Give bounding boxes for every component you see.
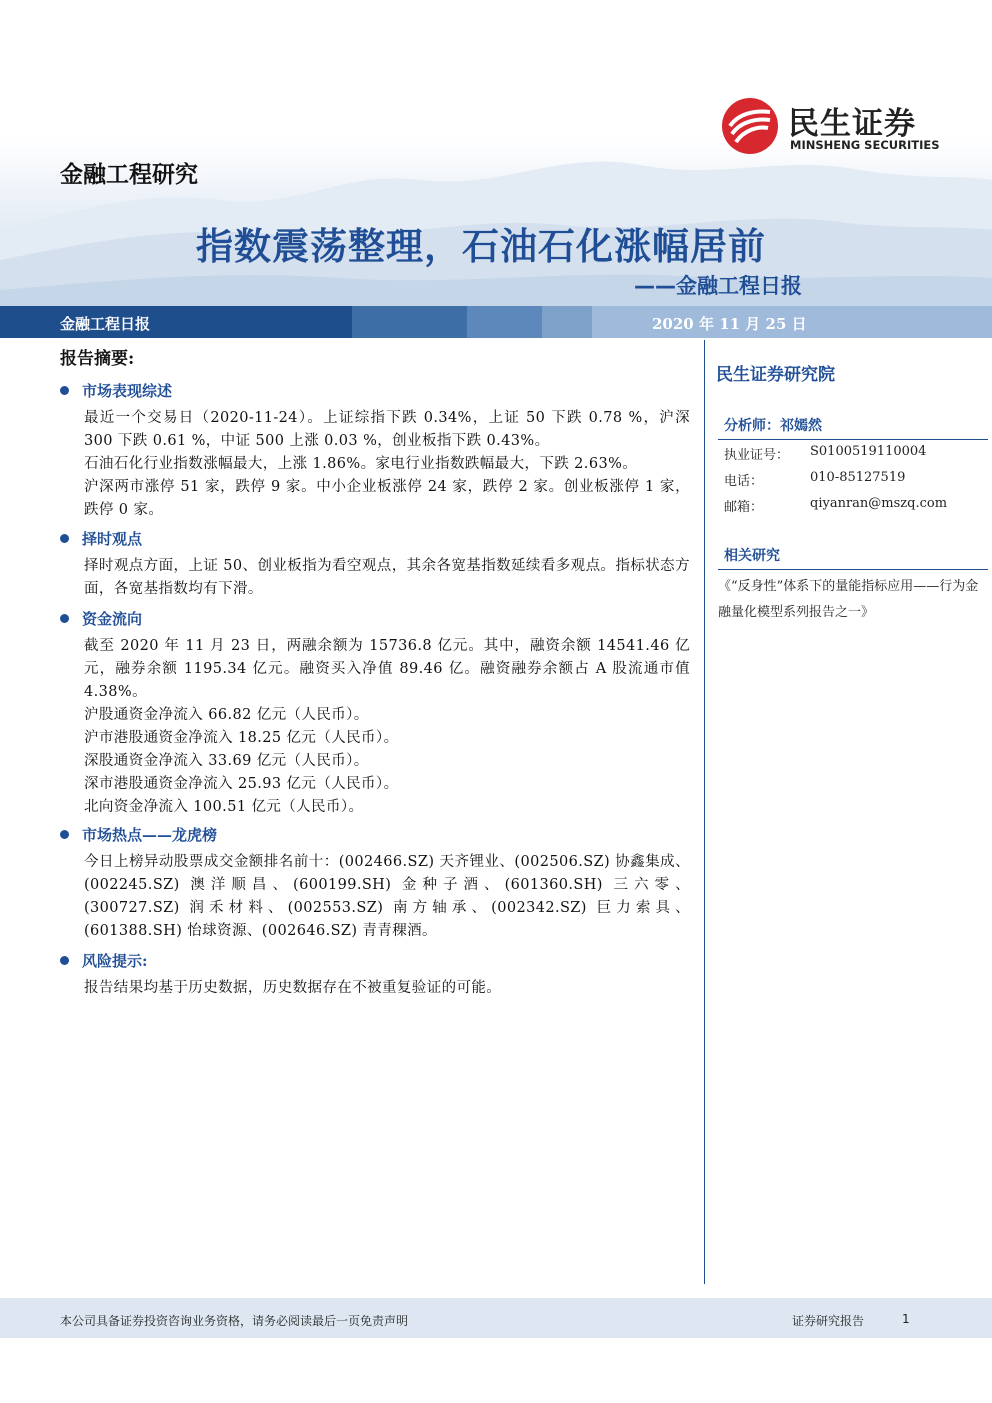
related-research-heading: 相关研究: [718, 545, 988, 570]
logo-name-cn: 民生证券: [788, 106, 916, 142]
section-heading: 市场热点——龙虎榜: [60, 824, 690, 846]
section-body: [84, 407, 690, 522]
series-title: 金融工程研究: [60, 162, 198, 188]
bullet-icon: [60, 386, 69, 395]
paragraph: 深市港股通资金净流入 25.93 亿元（人民币）。: [84, 776, 399, 792]
paragraph: 深股通资金净流入 33.69 亿元（人民币）。: [84, 753, 369, 769]
logo-name-en: MINSHENG SECURITIES: [790, 138, 940, 152]
section-body: [84, 555, 690, 601]
paragraph: 北向资金净流入 100.51 亿元（人民币）。: [84, 799, 364, 815]
paragraph: 今日上榜异动股票成交金额排名前十：(002466.SZ) 天齐锂业、(002506.SZ) 协鑫集成、(002245.SZ) 澳洋顺昌、(600199.SH) 金种子酒、(601360.SH) 三六零、(300727.SZ) 润禾材料、(002553.SZ) 南方轴承、(002342.SZ) 巨力索具、(601388.SH) 怡球资源、(002646.SZ) 青青稞酒。: [84, 854, 690, 939]
paragraph: 报告结果均基于历史数据，历史数据存在不被重复验证的可能。: [84, 980, 502, 996]
related-research-item[interactable]: 《“反身性”体系下的量能指标应用——行为金融量化模型系列报告之一》: [718, 579, 979, 620]
company-logo: [720, 96, 960, 156]
logo-mark-icon: [720, 96, 780, 156]
section-heading: 资金流向: [60, 608, 690, 630]
section-body: [84, 635, 690, 819]
bar-segment: [0, 306, 352, 338]
bullet-icon: [60, 614, 69, 623]
paragraph: 沪股通资金净流入 66.82 亿元（人民币）。: [84, 707, 369, 723]
info-label: 执业证号：: [724, 448, 790, 463]
paragraph: 最近一个交易日（2020-11-24）。上证综指下跌 0.34%，上证 50 下跌 0.78 %，沪深 300 下跌 0.61 %，中证 500 上涨 0.03 %，创业板指下跌 0.43%。: [84, 410, 690, 449]
institute-name: 民生证券研究院: [716, 365, 835, 385]
phone-number: 010-85127519: [810, 470, 906, 485]
section-heading: 择时观点: [60, 528, 690, 550]
section-market-overview: [60, 380, 690, 522]
paragraph: 石油石化行业指数涨幅最大，上涨 1.86%。家电行业指数跌幅最大，下跌 2.63%。: [84, 456, 638, 472]
footer-report-type: 证券研究报告: [792, 1314, 865, 1328]
paragraph: 择时观点方面，上证 50、创业板指为看空观点，其余各宽基指数延续看多观点。指标状态方面，各宽基指数均有下滑。: [84, 558, 690, 597]
section-body: [84, 977, 690, 1000]
email-link[interactable]: qiyanran@mszq.com: [810, 496, 948, 511]
report-type-label: 金融工程日报: [60, 315, 151, 333]
report-date: 2020 年 11 月 25 日: [652, 315, 807, 333]
paragraph: 截至 2020 年 11 月 23 日，两融余额为 15736.8 亿元。其中，融资余额 14541.46 亿元，融券余额 1195.34 亿元。融资买入净值 89.46 亿。融资融券余额占 A 股流通市值 4.38%。: [84, 638, 690, 700]
footer-disclaimer: 本公司具备证券投资咨询业务资格，请务必阅读最后一页免责声明: [60, 1314, 409, 1328]
info-label: 电话：: [724, 474, 764, 489]
bar-segment: [352, 306, 467, 338]
report-title: 指数震荡整理，石油石化涨幅居前: [196, 225, 766, 268]
summary-heading: 报告摘要:: [60, 349, 135, 369]
bullet-icon: [60, 956, 69, 965]
bullet-icon: [60, 830, 69, 839]
section-market-hotspot: [60, 824, 690, 943]
paragraph: 沪市港股通资金净流入 18.25 亿元（人民币）。: [84, 730, 399, 746]
section-heading: 市场表现综述: [60, 380, 690, 402]
section-body: [84, 851, 690, 943]
bar-segment: [542, 306, 592, 338]
section-risk-warning: [60, 950, 690, 1000]
bar-segment: [467, 306, 542, 338]
section-capital-flow: [60, 608, 690, 819]
section-timing-view: [60, 528, 690, 601]
section-heading: 风险提示:: [60, 950, 690, 972]
paragraph: 沪深两市涨停 51 家，跌停 9 家。中小企业板涨停 24 家，跌停 2 家。创业板涨停 1 家，跌停 0 家。: [84, 479, 690, 518]
report-subtitle: ——金融工程日报: [634, 274, 802, 298]
page-number: 1: [902, 1312, 910, 1326]
column-divider: [704, 340, 705, 1284]
license-number: S0100519110004: [810, 444, 927, 459]
bullet-icon: [60, 534, 69, 543]
info-label: 邮箱：: [724, 500, 764, 515]
analyst-name: 分析师：祁嫣然: [718, 415, 988, 440]
